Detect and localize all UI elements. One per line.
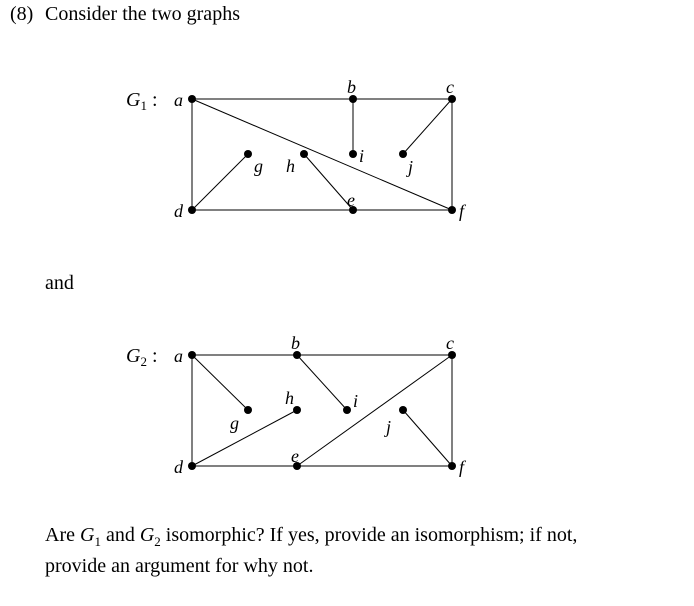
g2-edge-c-e [297,355,452,466]
g2-edge-d-h [192,410,297,466]
g2-edge-j-f [403,410,452,466]
g1-title: $G_1$ : [126,89,158,113]
g1-vertex-label-h: h [286,156,295,176]
g1-vertex-j [399,150,407,158]
g2-vertex-d [188,462,196,470]
g1-vertex-g [244,150,252,158]
g2-vertex-label-g: g [230,413,239,433]
g2-vertex-f [448,462,456,470]
question-text-pre: Are [45,524,80,546]
question-text-post: isomorphic? If yes, provide an isomorphism; if not, [160,524,578,546]
g2-title: $G_2$ : [126,345,158,369]
g2-vertex-h [293,406,301,414]
g1-vertex-i [349,150,357,158]
g1-edge-c-j [403,99,452,154]
g1-vertex-label-c: c [446,77,454,97]
g1-vertex-f [448,206,456,214]
g2-vertex-label-c: c [446,333,454,353]
g2-vertex-label-j: j [386,417,392,437]
g1-edge-h-e [304,154,353,210]
g2-vertex-label-a: a [174,346,183,366]
g2-vertex-label-i: i [353,391,359,411]
g1-vertex-h [300,150,308,158]
question-line-2: provide an argument for why not. [45,555,314,577]
g2-subscript: 2 [154,534,161,549]
g2-edge-b-i [297,355,347,410]
g1-vertex-label-j: j [408,157,414,177]
g2-vertex-j [399,406,407,414]
g2-vertex-i [343,406,351,414]
g1-vertex-label-i: i [359,146,365,166]
g1-edge-a-f [192,99,452,210]
g1-edge-d-g [192,154,248,210]
question-prompt: Consider the two graphs [45,3,240,25]
question-number: (8) [10,3,34,25]
g2-edge-a-g [192,355,248,410]
question-text-mid: and [100,524,140,546]
g2-vertex-label-h: h [285,388,294,408]
g2-vertex-a [188,351,196,359]
g1-vertex-label-f: f [459,201,465,221]
g2-vertex-label-b: b [291,333,300,353]
g1-vertex-label-e: e [347,190,355,210]
g2-vertex-label-f: f [459,457,465,477]
g2-vertex-label-d: d [174,457,183,477]
g2-vertex-label-e: e [291,446,299,466]
g1-vertex-label-d: d [174,201,183,221]
g2-symbol: G [139,524,155,546]
g1-vertex-label-a: a [174,90,183,110]
g1-vertex-label-g: g [254,156,263,176]
g1-vertex-label-b: b [347,77,356,97]
g2-vertex-g [244,406,252,414]
g1-symbol: G [79,524,95,546]
isomorphism-question [45,523,675,578]
question-line-1 [45,523,675,554]
g1-vertex-a [188,95,196,103]
g1-subscript: 1 [94,534,101,549]
g1-vertex-d [188,206,196,214]
connector-text: and [45,272,74,294]
